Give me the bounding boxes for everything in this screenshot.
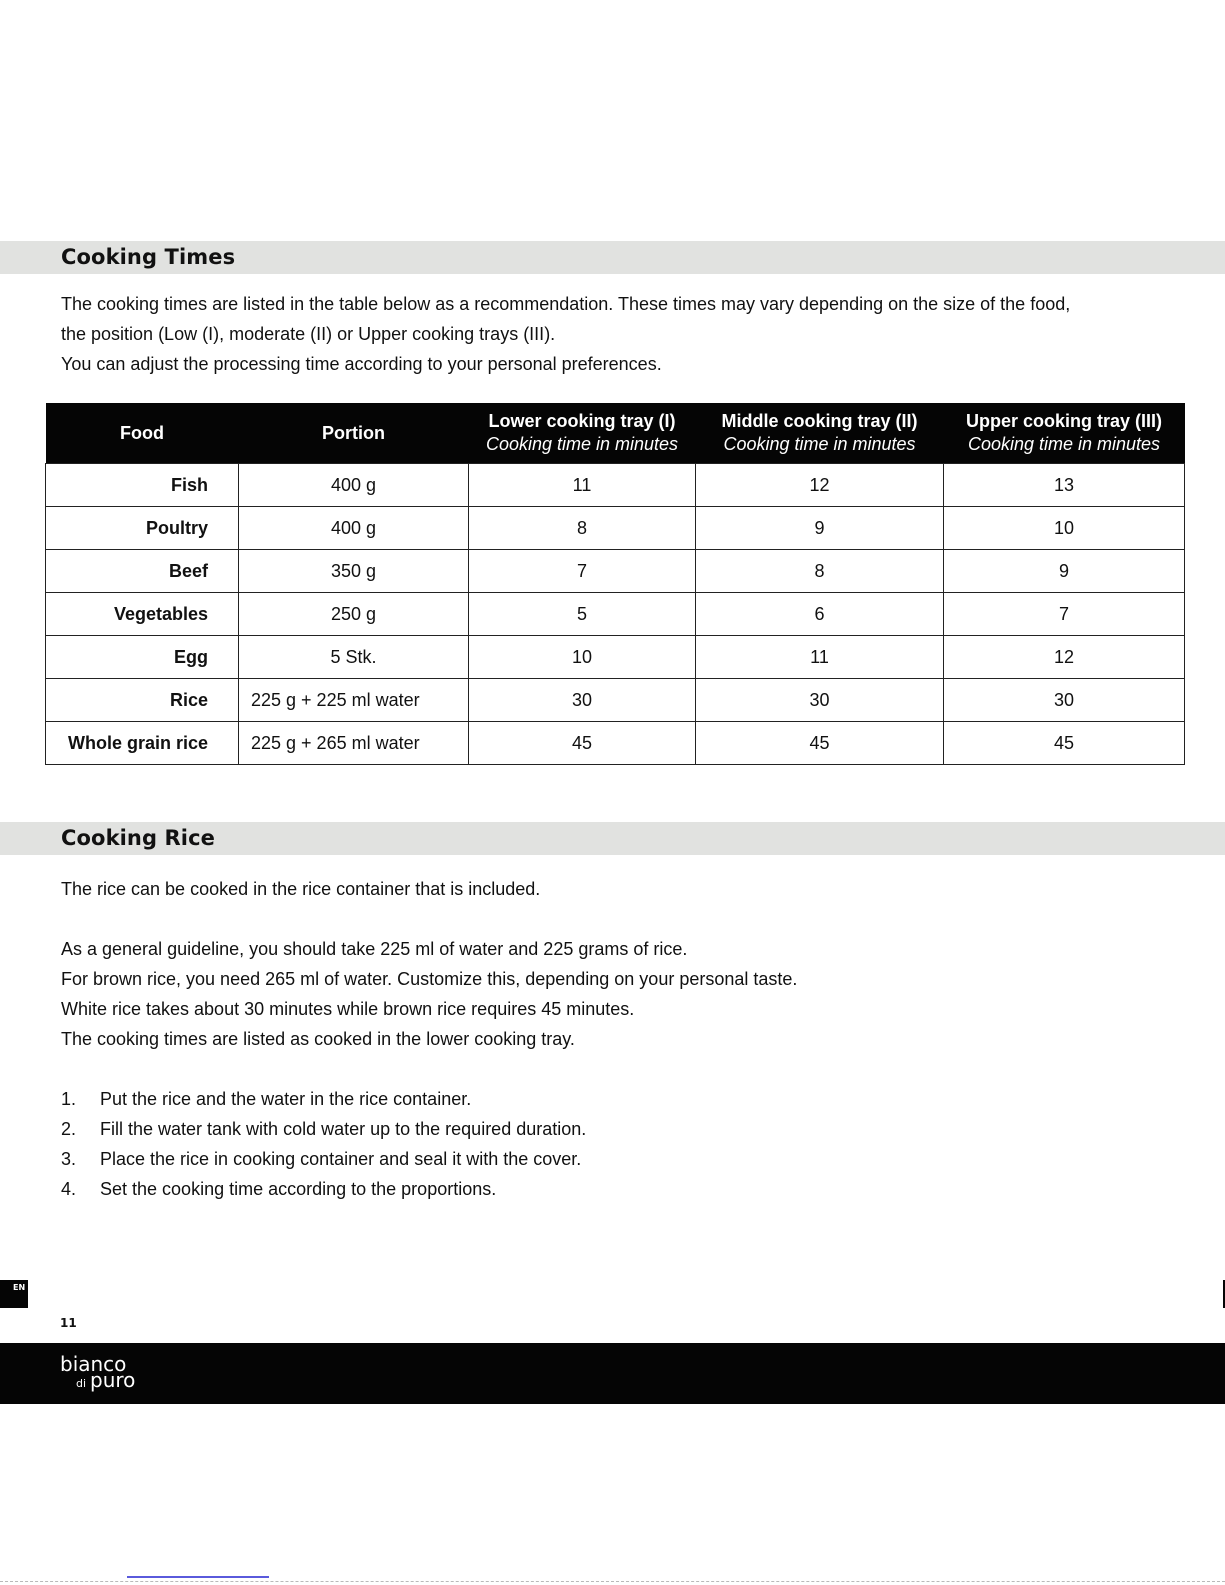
cell-food: Vegetables: [46, 593, 239, 636]
step-text: Place the rice in cooking container and seal it with the cover.: [100, 1149, 582, 1169]
footer-bar: [0, 1343, 1225, 1404]
cell-food: Fish: [46, 464, 239, 507]
section-title: Cooking Times: [61, 245, 236, 269]
guideline-line-3: White rice takes about 30 minutes while brown rice requires 45 minutes.: [61, 999, 635, 1019]
cell-middle: 6: [696, 593, 944, 636]
logo-text-small: di: [76, 1377, 87, 1390]
cell-food: Rice: [46, 679, 239, 722]
cell-lower: 5: [469, 593, 696, 636]
cell-upper: 13: [944, 464, 1185, 507]
cell-middle: 8: [696, 550, 944, 593]
logo-text-bottom: puro: [90, 1368, 136, 1392]
cell-middle: 12: [696, 464, 944, 507]
step-number: 2.: [61, 1119, 77, 1139]
cell-portion: 250 g: [239, 593, 469, 636]
step-number: 4.: [61, 1179, 77, 1199]
step-text: Put the rice and the water in the rice container.: [100, 1089, 472, 1109]
header-subtitle: Cooking time in minutes: [723, 434, 916, 454]
language-label: EN: [13, 1283, 26, 1292]
list-item: [61, 1084, 586, 1114]
cell-lower: 8: [469, 507, 696, 550]
cell-portion: 225 g + 225 ml water: [239, 679, 469, 722]
guideline-line-4: The cooking times are listed as cooked in the lower cooking tray.: [61, 1029, 575, 1049]
header-lower-tray: [469, 403, 696, 464]
step-text: Set the cooking time according to the proportions.: [100, 1179, 497, 1199]
header-subtitle: Cooking time in minutes: [967, 434, 1161, 454]
cell-food: Whole grain rice: [46, 722, 239, 765]
cell-upper: 30: [944, 679, 1185, 722]
list-item: [61, 1114, 586, 1144]
cell-lower: 11: [469, 464, 696, 507]
table-row: [46, 636, 1185, 679]
bottom-dashed-rule: [0, 1581, 1225, 1582]
cell-upper: 10: [944, 507, 1185, 550]
step-number: 3.: [61, 1149, 77, 1169]
cell-upper: 12: [944, 636, 1185, 679]
cell-portion: 400 g: [239, 464, 469, 507]
cooking-times-table: [45, 403, 1185, 765]
guideline-line-2: For brown rice, you need 265 ml of water. Customize this, depending on your personal taste.: [61, 969, 798, 989]
table-row: [46, 464, 1185, 507]
cell-food: Poultry: [46, 507, 239, 550]
cell-food: Egg: [46, 636, 239, 679]
table-row: [46, 550, 1185, 593]
header-upper-tray: [944, 403, 1185, 464]
intro-line-1: The cooking times are listed in the table below as a recommendation. These times may vary depending on the size of the food,: [61, 294, 1071, 314]
intro-line-2: the position (Low (I), moderate (II) or Upper cooking trays (III).: [61, 324, 556, 344]
section-header-cooking-rice: [0, 822, 1225, 855]
intro-line-3: You can adjust the processing time according to your personal preferences.: [61, 354, 662, 374]
table-header-row: [46, 403, 1185, 464]
cell-middle: 45: [696, 722, 944, 765]
language-tab: [0, 1280, 28, 1308]
step-text: Fill the water tank with cold water up to the required duration.: [100, 1119, 587, 1139]
cell-lower: 30: [469, 679, 696, 722]
cell-portion: 225 g + 265 ml water: [239, 722, 469, 765]
bottom-link-underline: [127, 1576, 269, 1578]
list-item: [61, 1174, 586, 1204]
header-upper-tray-label: Upper cooking tray (III): [965, 411, 1163, 431]
cell-portion: 350 g: [239, 550, 469, 593]
cell-lower: 7: [469, 550, 696, 593]
cell-portion: 400 g: [239, 507, 469, 550]
header-subtitle: Cooking time in minutes: [485, 434, 679, 454]
cell-upper: 45: [944, 722, 1185, 765]
cell-lower: 45: [469, 722, 696, 765]
cell-middle: 30: [696, 679, 944, 722]
table-row: [46, 507, 1185, 550]
cell-lower: 10: [469, 636, 696, 679]
logo-text-top: bianco: [60, 1353, 127, 1376]
page-number: 11: [60, 1316, 77, 1330]
header-food: Food: [46, 403, 239, 464]
cell-food: Beef: [46, 550, 239, 593]
table-row: [46, 593, 1185, 636]
rice-intro: The rice can be cooked in the rice container that is included.: [61, 879, 541, 899]
list-item: [61, 1144, 586, 1174]
brand-logo: [60, 1353, 170, 1395]
table-row: [46, 679, 1185, 722]
rice-steps-list: [61, 1084, 586, 1204]
guideline-line-1: As a general guideline, you should take 225 ml of water and 225 grams of rice.: [61, 939, 688, 959]
cell-portion: 5 Stk.: [239, 636, 469, 679]
header-middle-tray: [696, 403, 944, 464]
header-lower-tray-label: Lower cooking tray (I): [488, 411, 676, 431]
cell-middle: 11: [696, 636, 944, 679]
section-title: Cooking Rice: [61, 826, 215, 850]
step-number: 1.: [61, 1089, 77, 1109]
cell-middle: 9: [696, 507, 944, 550]
cell-upper: 7: [944, 593, 1185, 636]
table-row: [46, 722, 1185, 765]
header-portion: Portion: [239, 403, 469, 464]
section-header-cooking-times: [0, 241, 1225, 274]
header-middle-tray-label: Middle cooking tray (II): [721, 411, 918, 431]
cell-upper: 9: [944, 550, 1185, 593]
